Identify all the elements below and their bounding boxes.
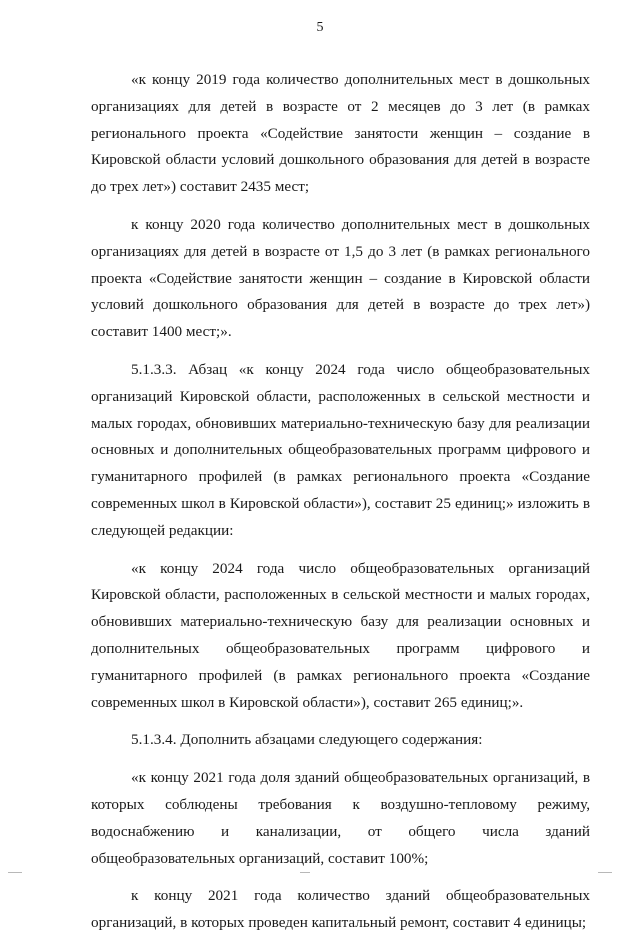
paragraph-5-1-3-4: 5.1.3.4. Дополнить абзацами следующего содержания: xyxy=(131,731,483,749)
paragraph-2019-preschool-places: «к концу 2019 года количество дополнительных мест в дошкольных организациях для детей в возрасте от 2 месяцев до 3 лет (в рамках регионального проекта «Содействие занятости женщин – создание в Кировской области условий дошкольного образования для детей в возрасте до трех лет») составит 2435 мест; xyxy=(91,71,590,196)
scan-artifact-left xyxy=(8,872,22,873)
page-number: 5 xyxy=(316,20,324,35)
paragraph-5-1-3-3: 5.1.3.3. Абзац «к концу 2024 года число общеобразовательных организаций Кировской области, расположенных в сельской местности и малых городах, обновивших материально-техническую базу для реализации основных и дополнительных общеобразовательных программ цифрового и гуманитарного профилей (в рамках регионального проекта «Создание современных школ в Кировской области»), составит 25 единиц;» изложить в следующей редакции: xyxy=(91,360,590,539)
paragraph-2021-school-buildings-share: «к концу 2021 года доля зданий общеобразовательных организаций, в которых соблюдены требования к воздушно-тепловому режиму, водоснабжению и канализации, от общего числа зданий общеобразовательных организаций, составит 100%; xyxy=(91,769,590,867)
paragraph-2020-preschool-places: к концу 2020 года количество дополнительных мест в дошкольных организациях для детей в возрасте от 1,5 до 3 лет (в рамках регионального проекта «Содействие занятости женщин – создание в Кировской области условий дошкольного образования для детей в возрасте до трех лет») составит 1400 мест;». xyxy=(91,215,590,341)
scan-artifact-right xyxy=(598,872,612,873)
paragraph-2021-capital-repair: к концу 2021 года количество зданий общеобразовательных организаций, в которых проведен капитальный ремонт, составит 4 единицы; xyxy=(91,887,590,932)
paragraph-2024-schools-new-wording: «к концу 2024 года число общеобразовательных организаций Кировской области, расположенных в сельской местности и малых городах, обновивших материально-техническую базу для реализации основных и дополнительных общеобразовательных программ цифрового и гуманитарного профилей (в рамках регионального проекта «Создание современных школ в Кировской области»), составит 265 единиц;». xyxy=(91,559,590,711)
document-body xyxy=(91,67,590,937)
scan-artifact-center xyxy=(300,872,310,873)
